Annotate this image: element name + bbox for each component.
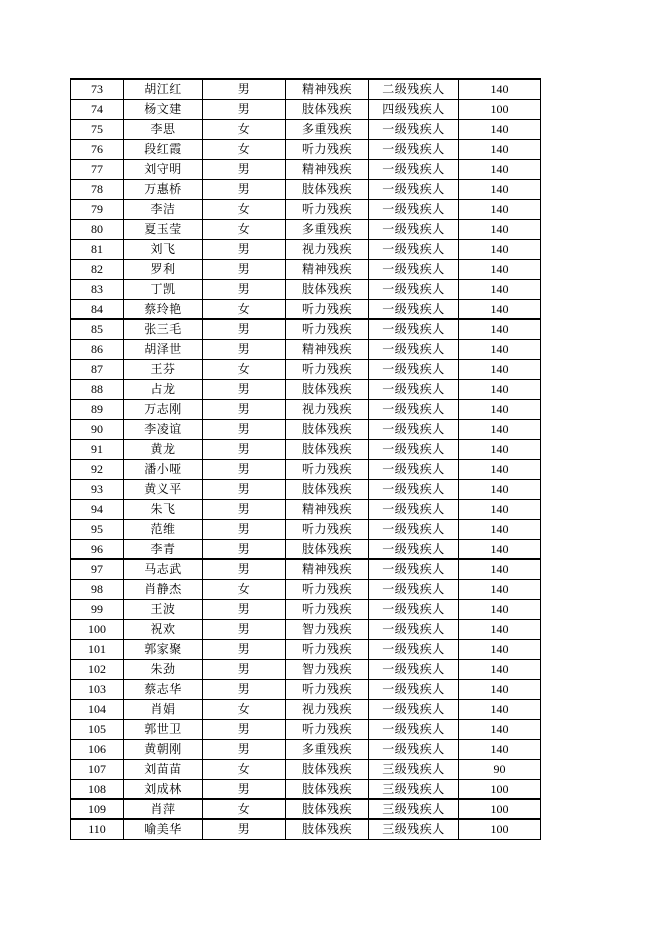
cell-gender[interactable]: 男	[203, 339, 286, 359]
cell-index[interactable]: 83	[71, 279, 124, 299]
cell-level[interactable]: 一级残疾人	[369, 159, 459, 179]
cell-type[interactable]: 听力残疾	[286, 519, 369, 539]
cell-level[interactable]: 一级残疾人	[369, 639, 459, 659]
cell-gender[interactable]: 男	[203, 279, 286, 299]
table-row[interactable]	[71, 559, 541, 579]
cell-gender[interactable]: 女	[203, 139, 286, 159]
cell-index[interactable]: 104	[71, 699, 124, 719]
cell-amount[interactable]: 140	[459, 479, 541, 499]
cell-gender[interactable]: 男	[203, 659, 286, 679]
cell-type[interactable]: 听力残疾	[286, 359, 369, 379]
cell-level[interactable]: 一级残疾人	[369, 619, 459, 639]
cell-amount[interactable]: 140	[459, 79, 541, 99]
cell-name[interactable]: 刘飞	[124, 239, 203, 259]
cell-amount[interactable]: 140	[459, 659, 541, 679]
cell-name[interactable]: 朱飞	[124, 499, 203, 519]
cell-amount[interactable]: 140	[459, 579, 541, 599]
table-row[interactable]	[71, 779, 541, 799]
table-row[interactable]	[71, 319, 541, 339]
table-row[interactable]	[71, 599, 541, 619]
cell-name[interactable]: 朱劲	[124, 659, 203, 679]
cell-index[interactable]: 89	[71, 399, 124, 419]
cell-index[interactable]: 90	[71, 419, 124, 439]
cell-gender[interactable]: 男	[203, 99, 286, 119]
cell-level[interactable]: 一级残疾人	[369, 139, 459, 159]
cell-gender[interactable]: 男	[203, 719, 286, 739]
table-row[interactable]	[71, 479, 541, 499]
cell-amount[interactable]: 140	[459, 599, 541, 619]
cell-level[interactable]: 一级残疾人	[369, 319, 459, 339]
cell-level[interactable]: 一级残疾人	[369, 379, 459, 399]
cell-level[interactable]: 一级残疾人	[369, 239, 459, 259]
cell-amount[interactable]: 100	[459, 779, 541, 799]
cell-index[interactable]: 98	[71, 579, 124, 599]
table-row[interactable]	[71, 659, 541, 679]
cell-gender[interactable]: 男	[203, 239, 286, 259]
cell-type[interactable]: 精神残疾	[286, 559, 369, 579]
cell-name[interactable]: 马志武	[124, 559, 203, 579]
cell-gender[interactable]: 女	[203, 219, 286, 239]
cell-name[interactable]: 郭世卫	[124, 719, 203, 739]
cell-name[interactable]: 潘小哑	[124, 459, 203, 479]
table-row[interactable]	[71, 419, 541, 439]
cell-type[interactable]: 精神残疾	[286, 79, 369, 99]
cell-type[interactable]: 听力残疾	[286, 459, 369, 479]
table-row[interactable]	[71, 159, 541, 179]
cell-level[interactable]: 一级残疾人	[369, 699, 459, 719]
cell-index[interactable]: 84	[71, 299, 124, 319]
cell-gender[interactable]: 男	[203, 619, 286, 639]
cell-name[interactable]: 李青	[124, 539, 203, 559]
cell-type[interactable]: 肢体残疾	[286, 539, 369, 559]
cell-amount[interactable]: 100	[459, 799, 541, 819]
cell-gender[interactable]: 男	[203, 439, 286, 459]
cell-gender[interactable]: 男	[203, 559, 286, 579]
cell-level[interactable]: 一级残疾人	[369, 679, 459, 699]
cell-type[interactable]: 视力残疾	[286, 699, 369, 719]
cell-index[interactable]: 102	[71, 659, 124, 679]
cell-index[interactable]: 80	[71, 219, 124, 239]
cell-name[interactable]: 祝欢	[124, 619, 203, 639]
cell-type[interactable]: 多重残疾	[286, 739, 369, 759]
cell-amount[interactable]: 140	[459, 679, 541, 699]
cell-level[interactable]: 一级残疾人	[369, 579, 459, 599]
cell-amount[interactable]: 140	[459, 399, 541, 419]
cell-name[interactable]: 刘成林	[124, 779, 203, 799]
table-row[interactable]	[71, 759, 541, 779]
cell-index[interactable]: 95	[71, 519, 124, 539]
cell-gender[interactable]: 男	[203, 259, 286, 279]
cell-gender[interactable]: 女	[203, 359, 286, 379]
cell-index[interactable]: 88	[71, 379, 124, 399]
cell-amount[interactable]: 140	[459, 119, 541, 139]
cell-index[interactable]: 92	[71, 459, 124, 479]
cell-amount[interactable]: 140	[459, 259, 541, 279]
cell-amount[interactable]: 140	[459, 499, 541, 519]
cell-gender[interactable]: 男	[203, 519, 286, 539]
cell-index[interactable]: 110	[71, 819, 124, 839]
cell-name[interactable]: 刘守明	[124, 159, 203, 179]
cell-level[interactable]: 三级残疾人	[369, 819, 459, 839]
cell-type[interactable]: 听力残疾	[286, 639, 369, 659]
cell-level[interactable]: 一级残疾人	[369, 519, 459, 539]
cell-amount[interactable]: 140	[459, 179, 541, 199]
cell-name[interactable]: 李洁	[124, 199, 203, 219]
cell-name[interactable]: 王波	[124, 599, 203, 619]
cell-index[interactable]: 78	[71, 179, 124, 199]
cell-gender[interactable]: 女	[203, 299, 286, 319]
cell-index[interactable]: 99	[71, 599, 124, 619]
cell-type[interactable]: 视力残疾	[286, 399, 369, 419]
cell-name[interactable]: 丁凯	[124, 279, 203, 299]
cell-type[interactable]: 肢体残疾	[286, 279, 369, 299]
table-row[interactable]	[71, 339, 541, 359]
table-row[interactable]	[71, 719, 541, 739]
cell-gender[interactable]: 男	[203, 319, 286, 339]
table-row[interactable]	[71, 539, 541, 559]
cell-index[interactable]: 74	[71, 99, 124, 119]
cell-level[interactable]: 一级残疾人	[369, 559, 459, 579]
cell-gender[interactable]: 男	[203, 379, 286, 399]
cell-level[interactable]: 一级残疾人	[369, 339, 459, 359]
cell-gender[interactable]: 女	[203, 699, 286, 719]
cell-gender[interactable]: 男	[203, 819, 286, 839]
cell-amount[interactable]: 140	[459, 519, 541, 539]
cell-amount[interactable]: 140	[459, 559, 541, 579]
cell-index[interactable]: 97	[71, 559, 124, 579]
cell-name[interactable]: 肖娟	[124, 699, 203, 719]
cell-name[interactable]: 郭家聚	[124, 639, 203, 659]
cell-name[interactable]: 万惠桥	[124, 179, 203, 199]
cell-gender[interactable]: 男	[203, 159, 286, 179]
cell-index[interactable]: 94	[71, 499, 124, 519]
cell-type[interactable]: 肢体残疾	[286, 799, 369, 819]
cell-level[interactable]: 一级残疾人	[369, 359, 459, 379]
cell-gender[interactable]: 男	[203, 399, 286, 419]
cell-name[interactable]: 李凌谊	[124, 419, 203, 439]
cell-type[interactable]: 精神残疾	[286, 259, 369, 279]
cell-amount[interactable]: 140	[459, 419, 541, 439]
cell-index[interactable]: 73	[71, 79, 124, 99]
cell-level[interactable]: 一级残疾人	[369, 219, 459, 239]
table-row[interactable]	[71, 459, 541, 479]
cell-name[interactable]: 段红霞	[124, 139, 203, 159]
cell-level[interactable]: 一级残疾人	[369, 659, 459, 679]
cell-level[interactable]: 一级残疾人	[369, 599, 459, 619]
table-row[interactable]	[71, 739, 541, 759]
cell-type[interactable]: 肢体残疾	[286, 179, 369, 199]
cell-type[interactable]: 听力残疾	[286, 679, 369, 699]
cell-amount[interactable]: 140	[459, 279, 541, 299]
cell-level[interactable]: 一级残疾人	[369, 539, 459, 559]
cell-level[interactable]: 四级残疾人	[369, 99, 459, 119]
cell-index[interactable]: 106	[71, 739, 124, 759]
cell-gender[interactable]: 男	[203, 639, 286, 659]
cell-index[interactable]: 105	[71, 719, 124, 739]
cell-name[interactable]: 张三毛	[124, 319, 203, 339]
cell-level[interactable]: 一级残疾人	[369, 399, 459, 419]
cell-type[interactable]: 听力残疾	[286, 599, 369, 619]
cell-level[interactable]: 三级残疾人	[369, 759, 459, 779]
cell-index[interactable]: 91	[71, 439, 124, 459]
cell-index[interactable]: 81	[71, 239, 124, 259]
table-row[interactable]	[71, 259, 541, 279]
table-row[interactable]	[71, 179, 541, 199]
cell-type[interactable]: 肢体残疾	[286, 779, 369, 799]
cell-index[interactable]: 96	[71, 539, 124, 559]
cell-type[interactable]: 听力残疾	[286, 719, 369, 739]
table-row[interactable]	[71, 199, 541, 219]
cell-index[interactable]: 75	[71, 119, 124, 139]
table-row[interactable]	[71, 119, 541, 139]
cell-type[interactable]: 听力残疾	[286, 579, 369, 599]
table-row[interactable]	[71, 619, 541, 639]
cell-gender[interactable]: 男	[203, 599, 286, 619]
cell-amount[interactable]: 140	[459, 239, 541, 259]
cell-name[interactable]: 肖萍	[124, 799, 203, 819]
cell-name[interactable]: 罗利	[124, 259, 203, 279]
cell-name[interactable]: 肖静杰	[124, 579, 203, 599]
beneficiary-table	[70, 78, 541, 840]
cell-amount[interactable]: 140	[459, 699, 541, 719]
cell-type[interactable]: 智力残疾	[286, 659, 369, 679]
cell-index[interactable]: 86	[71, 339, 124, 359]
cell-gender[interactable]: 男	[203, 779, 286, 799]
cell-level[interactable]: 一级残疾人	[369, 259, 459, 279]
cell-type[interactable]: 肢体残疾	[286, 99, 369, 119]
cell-index[interactable]: 108	[71, 779, 124, 799]
cell-level[interactable]: 一级残疾人	[369, 479, 459, 499]
cell-gender[interactable]: 男	[203, 499, 286, 519]
cell-name[interactable]: 李思	[124, 119, 203, 139]
cell-type[interactable]: 多重残疾	[286, 219, 369, 239]
table-row[interactable]	[71, 699, 541, 719]
cell-amount[interactable]: 90	[459, 759, 541, 779]
table-row[interactable]	[71, 239, 541, 259]
cell-level[interactable]: 一级残疾人	[369, 299, 459, 319]
cell-gender[interactable]: 女	[203, 799, 286, 819]
table-row[interactable]	[71, 279, 541, 299]
cell-type[interactable]: 视力残疾	[286, 239, 369, 259]
cell-name[interactable]: 蔡志华	[124, 679, 203, 699]
cell-amount[interactable]: 140	[459, 339, 541, 359]
cell-gender[interactable]: 男	[203, 479, 286, 499]
cell-name[interactable]: 夏玉莹	[124, 219, 203, 239]
table-row[interactable]	[71, 579, 541, 599]
cell-index[interactable]: 85	[71, 319, 124, 339]
cell-name[interactable]: 胡泽世	[124, 339, 203, 359]
cell-amount[interactable]: 140	[459, 379, 541, 399]
cell-level[interactable]: 一级残疾人	[369, 279, 459, 299]
cell-amount[interactable]: 140	[459, 199, 541, 219]
cell-gender[interactable]: 男	[203, 739, 286, 759]
cell-amount[interactable]: 140	[459, 299, 541, 319]
cell-type[interactable]: 肢体残疾	[286, 439, 369, 459]
cell-name[interactable]: 万志刚	[124, 399, 203, 419]
cell-gender[interactable]: 男	[203, 459, 286, 479]
cell-type[interactable]: 听力残疾	[286, 319, 369, 339]
cell-gender[interactable]: 男	[203, 539, 286, 559]
cell-amount[interactable]: 140	[459, 439, 541, 459]
cell-level[interactable]: 一级残疾人	[369, 739, 459, 759]
cell-level[interactable]: 三级残疾人	[369, 779, 459, 799]
table-row[interactable]	[71, 219, 541, 239]
table-row[interactable]	[71, 819, 541, 839]
cell-index[interactable]: 101	[71, 639, 124, 659]
cell-type[interactable]: 肢体残疾	[286, 819, 369, 839]
cell-type[interactable]: 智力残疾	[286, 619, 369, 639]
table-row[interactable]	[71, 399, 541, 419]
cell-amount[interactable]: 140	[459, 739, 541, 759]
cell-type[interactable]: 肢体残疾	[286, 759, 369, 779]
cell-amount[interactable]: 140	[459, 159, 541, 179]
spreadsheet-table-region	[70, 78, 540, 840]
cell-amount[interactable]: 140	[459, 359, 541, 379]
cell-gender[interactable]: 男	[203, 419, 286, 439]
cell-amount[interactable]: 140	[459, 139, 541, 159]
cell-amount[interactable]: 140	[459, 539, 541, 559]
cell-amount[interactable]: 140	[459, 459, 541, 479]
cell-type[interactable]: 肢体残疾	[286, 379, 369, 399]
cell-name[interactable]: 胡江红	[124, 79, 203, 99]
cell-type[interactable]: 肢体残疾	[286, 419, 369, 439]
table-row[interactable]	[71, 139, 541, 159]
cell-level[interactable]: 一级残疾人	[369, 459, 459, 479]
cell-amount[interactable]: 100	[459, 819, 541, 839]
cell-name[interactable]: 喻美华	[124, 819, 203, 839]
cell-level[interactable]: 一级残疾人	[369, 179, 459, 199]
cell-index[interactable]: 103	[71, 679, 124, 699]
cell-index[interactable]: 109	[71, 799, 124, 819]
cell-type[interactable]: 听力残疾	[286, 139, 369, 159]
table-row[interactable]	[71, 499, 541, 519]
cell-name[interactable]: 黄龙	[124, 439, 203, 459]
cell-index[interactable]: 82	[71, 259, 124, 279]
cell-gender[interactable]: 女	[203, 759, 286, 779]
cell-amount[interactable]: 140	[459, 719, 541, 739]
cell-amount[interactable]: 140	[459, 219, 541, 239]
table-body	[71, 79, 541, 839]
cell-gender[interactable]: 男	[203, 679, 286, 699]
cell-level[interactable]: 三级残疾人	[369, 799, 459, 819]
cell-level[interactable]: 一级残疾人	[369, 119, 459, 139]
table-row[interactable]	[71, 519, 541, 539]
table-row[interactable]	[71, 299, 541, 319]
table-row[interactable]	[71, 99, 541, 119]
cell-type[interactable]: 精神残疾	[286, 159, 369, 179]
cell-name[interactable]: 黄义平	[124, 479, 203, 499]
table-row[interactable]	[71, 679, 541, 699]
cell-index[interactable]: 79	[71, 199, 124, 219]
cell-index[interactable]: 100	[71, 619, 124, 639]
table-row[interactable]	[71, 359, 541, 379]
table-row[interactable]	[71, 799, 541, 819]
cell-name[interactable]: 刘苗苗	[124, 759, 203, 779]
cell-level[interactable]: 一级残疾人	[369, 439, 459, 459]
cell-type[interactable]: 精神残疾	[286, 499, 369, 519]
table-row[interactable]	[71, 439, 541, 459]
cell-name[interactable]: 蔡玲艳	[124, 299, 203, 319]
cell-index[interactable]: 87	[71, 359, 124, 379]
cell-name[interactable]: 王芬	[124, 359, 203, 379]
cell-index[interactable]: 93	[71, 479, 124, 499]
cell-type[interactable]: 肢体残疾	[286, 479, 369, 499]
cell-gender[interactable]: 女	[203, 119, 286, 139]
cell-level[interactable]: 一级残疾人	[369, 199, 459, 219]
cell-amount[interactable]: 140	[459, 639, 541, 659]
table-row[interactable]	[71, 639, 541, 659]
cell-type[interactable]: 听力残疾	[286, 199, 369, 219]
cell-name[interactable]: 范维	[124, 519, 203, 539]
cell-name[interactable]: 杨文建	[124, 99, 203, 119]
table-row[interactable]	[71, 79, 541, 99]
cell-index[interactable]: 77	[71, 159, 124, 179]
cell-type[interactable]: 听力残疾	[286, 299, 369, 319]
cell-gender[interactable]: 女	[203, 199, 286, 219]
cell-type[interactable]: 多重残疾	[286, 119, 369, 139]
cell-name[interactable]: 占龙	[124, 379, 203, 399]
cell-level[interactable]: 一级残疾人	[369, 499, 459, 519]
cell-index[interactable]: 107	[71, 759, 124, 779]
cell-gender[interactable]: 女	[203, 579, 286, 599]
table-row[interactable]	[71, 379, 541, 399]
cell-amount[interactable]: 100	[459, 99, 541, 119]
cell-name[interactable]: 黄朝刚	[124, 739, 203, 759]
cell-level[interactable]: 二级残疾人	[369, 79, 459, 99]
cell-amount[interactable]: 140	[459, 319, 541, 339]
cell-gender[interactable]: 男	[203, 79, 286, 99]
cell-amount[interactable]: 140	[459, 619, 541, 639]
cell-level[interactable]: 一级残疾人	[369, 719, 459, 739]
cell-gender[interactable]: 男	[203, 179, 286, 199]
cell-level[interactable]: 一级残疾人	[369, 419, 459, 439]
cell-index[interactable]: 76	[71, 139, 124, 159]
cell-type[interactable]: 精神残疾	[286, 339, 369, 359]
